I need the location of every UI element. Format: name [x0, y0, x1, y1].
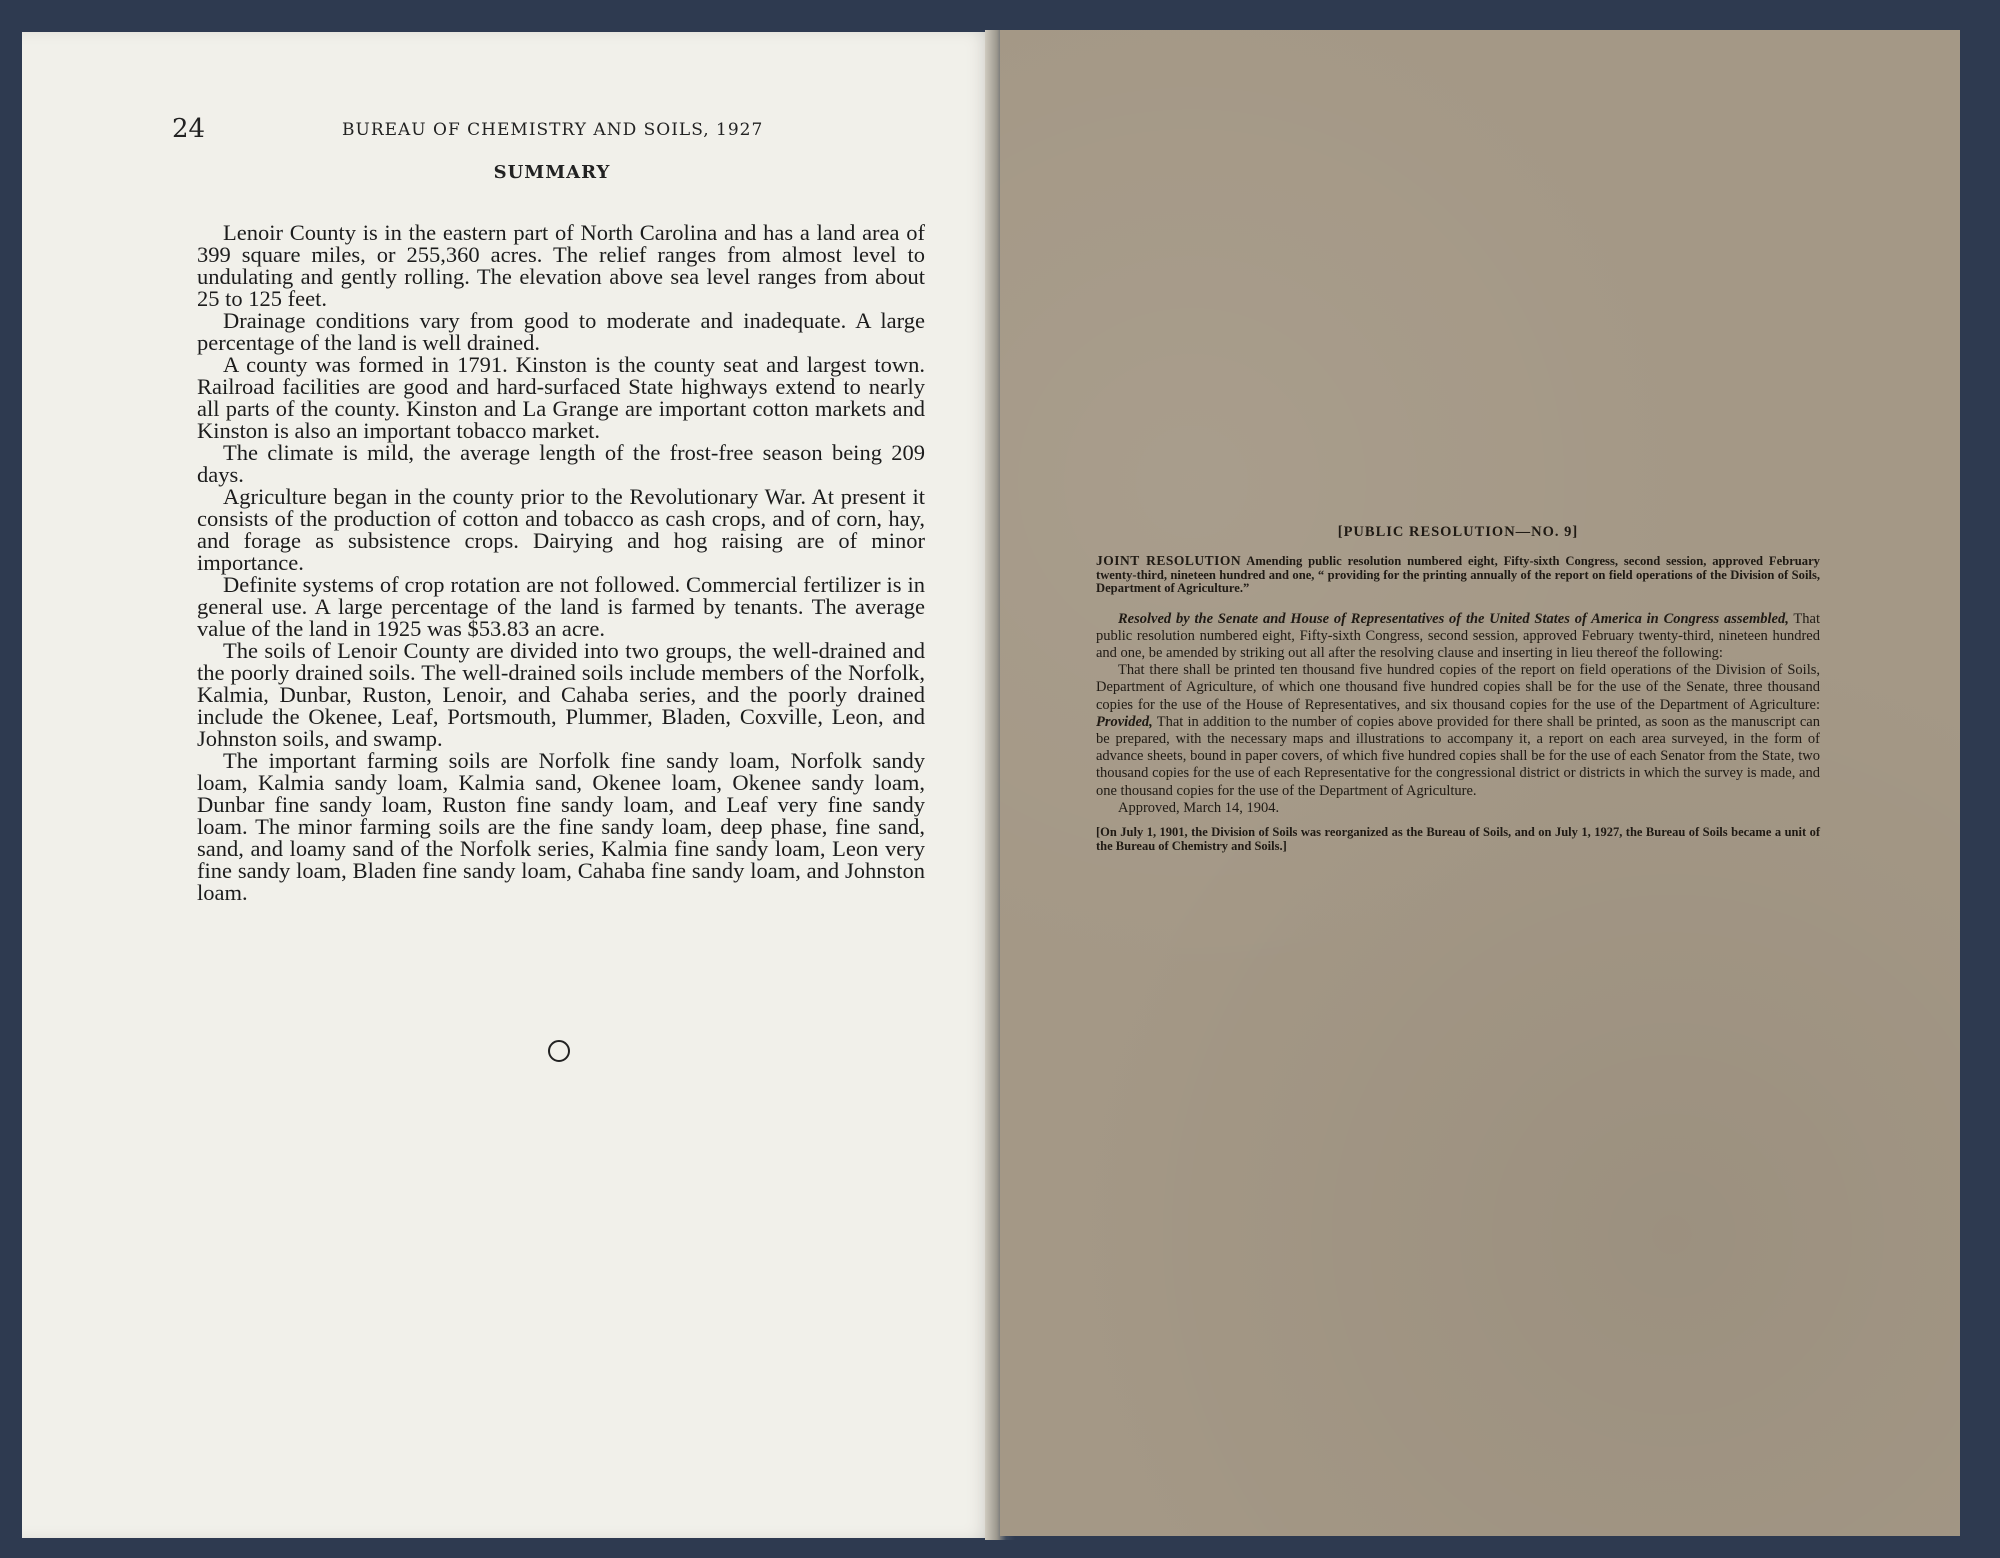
running-title: BUREAU OF CHEMISTRY AND SOILS, 1927	[342, 120, 764, 140]
resolution-text	[1096, 662, 1820, 800]
resolved-text: That public resolution numbered eight, Fifty-sixth Congress, second session, approved February twenty-third, nineteen hundred and one, be amended by striking out all after the resolving clause and inserting in lieu thereof the following:	[1096, 610, 1821, 661]
end-circle-icon	[548, 1040, 570, 1062]
caption-lead: JOINT RESOLUTION	[1096, 553, 1242, 568]
resolution-note: [On July 1, 1901, the Division of Soils was reorganized as the Bureau of Soils, and on July 1, 1927, the Bureau of Soils became a unit of the Bureau of Chemistry and Soils.]	[1096, 824, 1820, 853]
summary-paragraph: Definite systems of crop rotation are not followed. Commercial fertilizer is in general use. A large percentage of the land is farmed by tenants. The average value of the land in 1925 was $53.83 an acre.	[197, 572, 925, 641]
resolution-text-part2: That in addition to the number of copies above provided for there shall be printed, as soon as the manuscript can be prepared, with the necessary maps and illustrations to accompany it, a report on each area surveyed, in the form of advance sheets, bound in paper covers, of which five hundred copies shall be for the use of each Senator from the State, two thousand copies for the use of each Representative for the congressional district or districts in which the survey is made, and one thousand copies for the use of the Department of Agriculture.	[1096, 713, 1820, 799]
public-resolution	[1096, 524, 1820, 853]
resolution-text-part1: That there shall be printed ten thousand five hundred copies of the report on field operations of the Division of Soils, Department of Agriculture, of which one thousand five hundred copies shall be for the use of the Senate, three thousand copies for the use of the House of Representatives, and six thousand copies for the use of the Department of Agriculture:	[1096, 662, 1820, 713]
summary-body	[197, 222, 925, 904]
resolved-clause	[1096, 611, 1820, 663]
summary-paragraph: The climate is mild, the average length of the frost-free season being 209 days.	[197, 440, 925, 487]
summary-paragraph: A county was formed in 1791. Kinston is the county seat and largest town. Railroad facilities are good and hard-surfaced State highways extend to nearly all parts of the county. Kinston and La Grange are important cotton markets and Kinston is also an important tobacco market.	[197, 352, 925, 443]
approved-line: Approved, March 14, 1904.	[1118, 799, 1280, 816]
page-number: 24	[172, 114, 206, 144]
provided-italic: Provided,	[1096, 713, 1153, 730]
summary-paragraph: Lenoir County is in the eastern part of North Carolina and has a land area of 399 square miles, or 255,360 acres. The relief ranges from almost level to undulating and gently rolling. The elevation above sea level ranges from about 25 to 125 feet.	[197, 220, 925, 311]
summary-paragraph: The soils of Lenoir County are divided into two groups, the well-drained and the poorly drained soils. The well-drained soils include members of the Norfolk, Kalmia, Dunbar, Ruston, Lenoir, and Cahaba series, and the poorly drained include the Okenee, Leaf, Portsmouth, Plummer, Bladen, Coxville, Leon, and Johnston soils, and swamp.	[197, 638, 925, 751]
running-head	[172, 114, 872, 154]
caption-text: Amending public resolution numbered eight, Fifty-sixth Congress, second session, approved February twenty-third, nineteen hundred and one, “ providing for the printing annually of the report on field operations of the Division of Soils, Department of Agriculture.”	[1096, 554, 1820, 595]
resolution-caption	[1096, 554, 1820, 596]
summary-paragraph: Drainage conditions vary from good to moderate and inadequate. A large percentage of the land is well drained.	[197, 308, 925, 355]
summary-heading: SUMMARY	[493, 162, 611, 183]
summary-paragraph: Agriculture began in the county prior to the Revolutionary War. At present it consists of the production of cotton and tobacco as cash crops, and of corn, hay, and forage as subsistence crops. Dairying and hog raising are of minor importance.	[197, 484, 925, 575]
resolution-body	[1096, 611, 1820, 817]
left-page	[22, 32, 997, 1538]
resolved-italic: Resolved by the Senate and House of Representatives of the United States of America in Congress assembled,	[1118, 610, 1789, 627]
summary-paragraph: The important farming soils are Norfolk fine sandy loam, Norfolk sandy loam, Kalmia sandy loam, Kalmia sand, Okenee loam, Okenee sandy loam, Dunbar fine sandy loam, Ruston fine sandy loam, and Leaf very fine sandy loam. The minor farming soils are the fine sandy loam, deep phase, fine sand, sand, and loamy sand of the Norfolk series, Kalmia fine sandy loam, Leon very fine sandy loam, Bladen fine sandy loam, Cahaba fine sandy loam, and Johnston loam.	[197, 748, 925, 905]
right-page-cover	[1000, 30, 1960, 1536]
resolution-heading: [PUBLIC RESOLUTION—NO. 9]	[1337, 524, 1579, 540]
